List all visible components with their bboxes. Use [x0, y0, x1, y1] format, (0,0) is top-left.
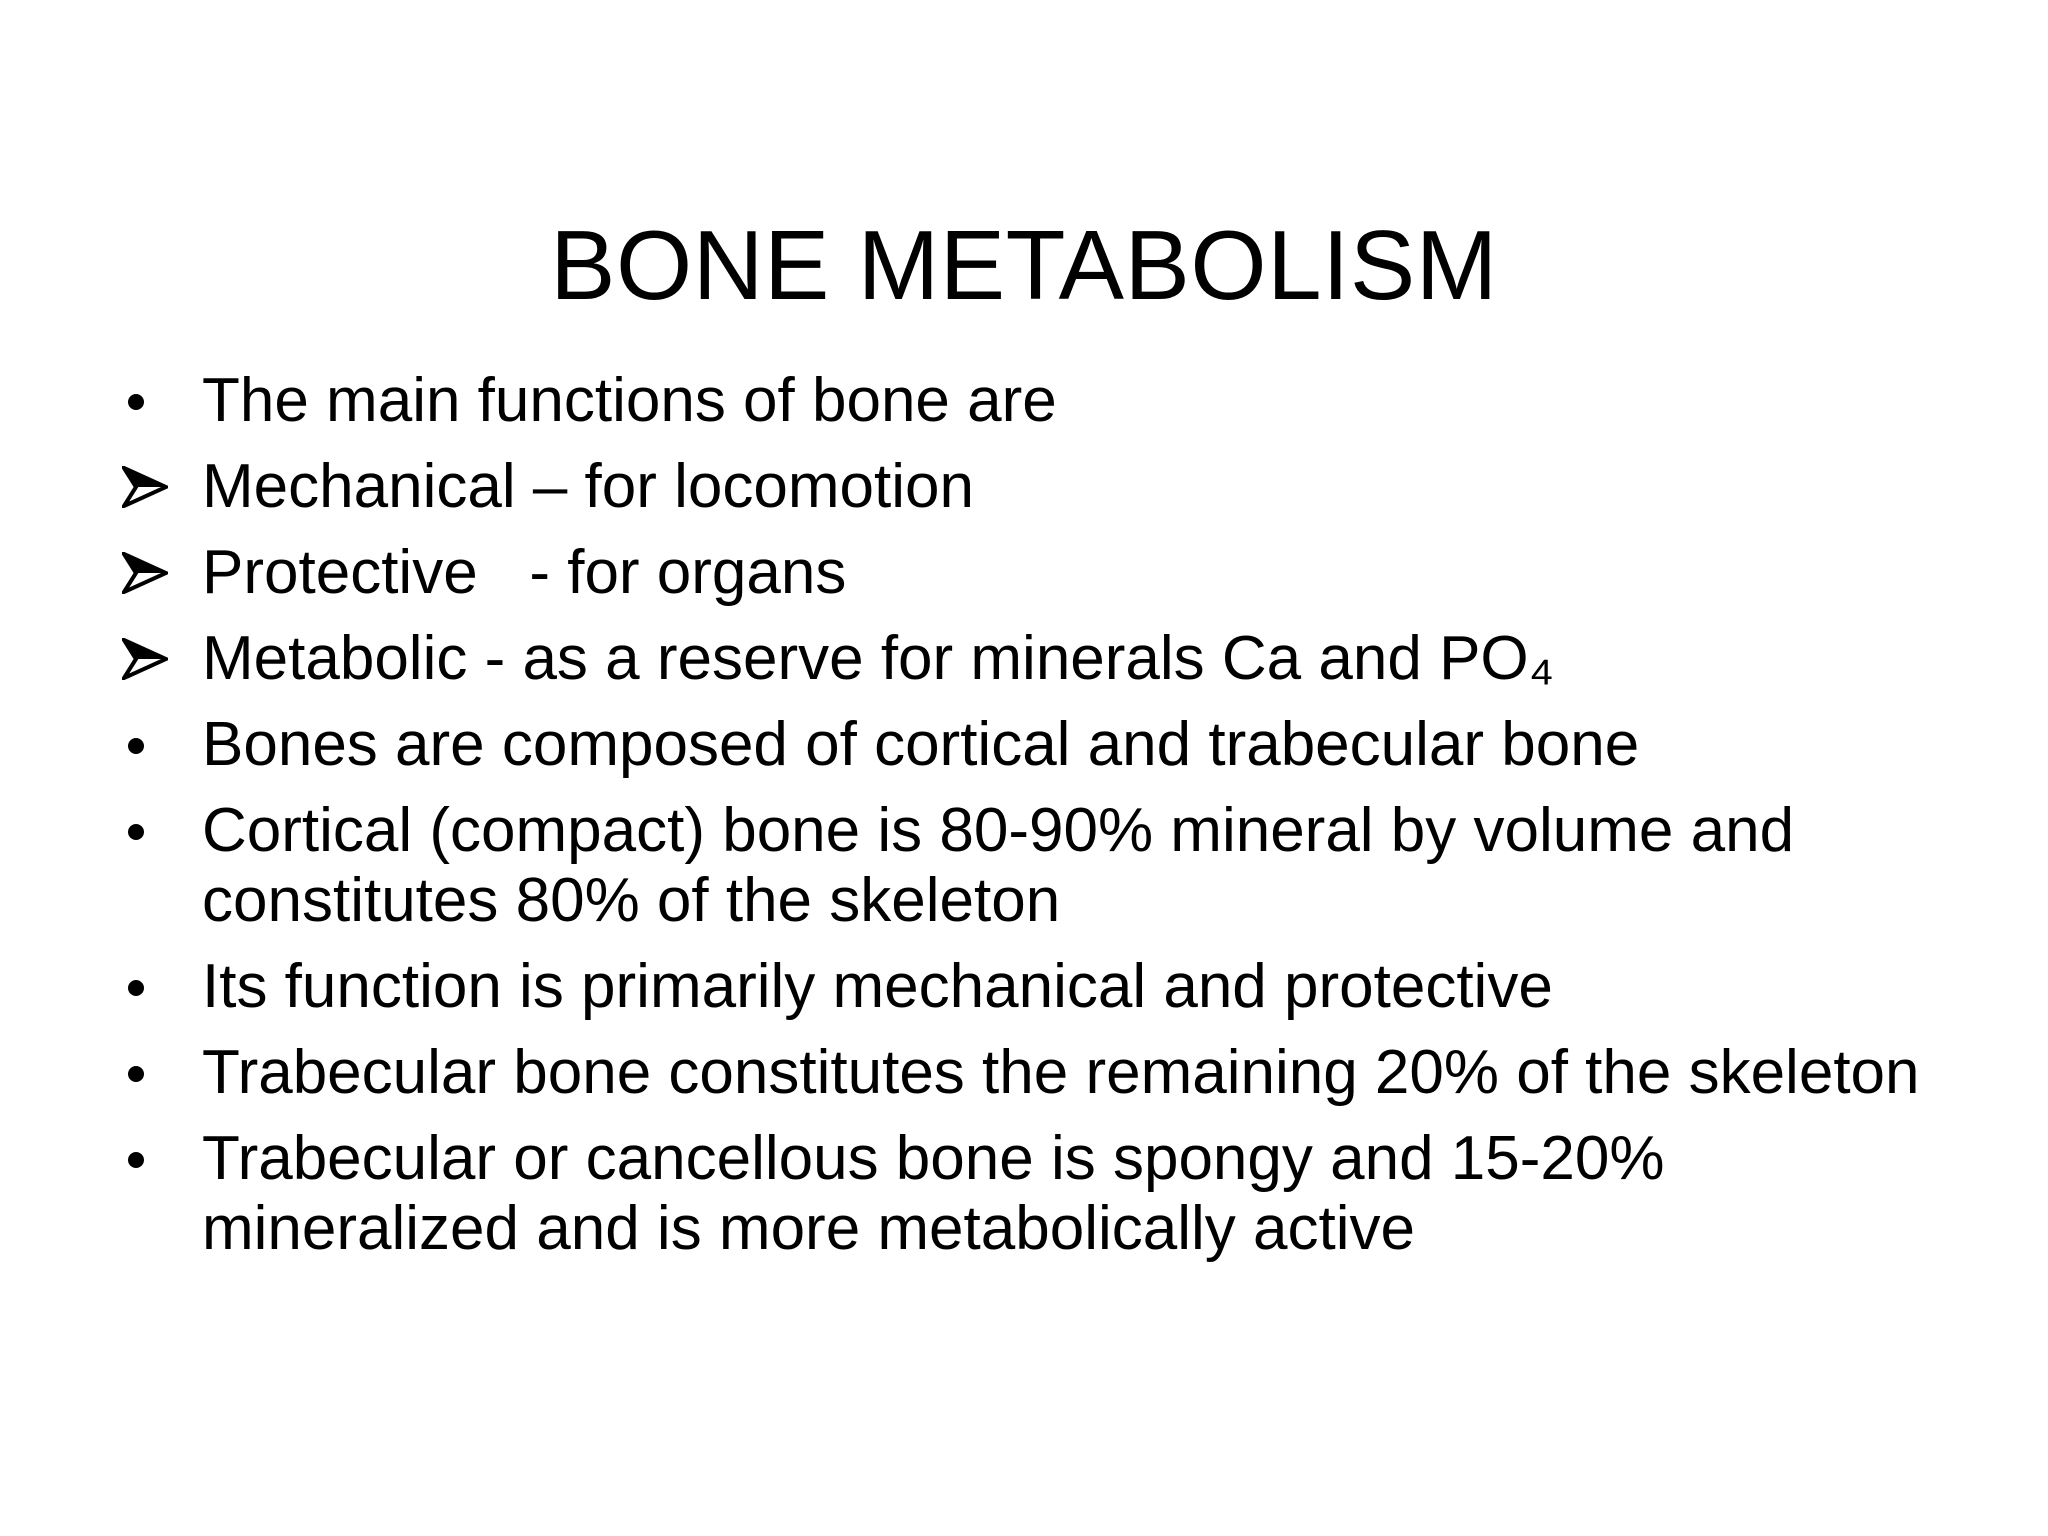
bullet-icon — [118, 1038, 178, 1108]
bullet-icon — [118, 796, 178, 866]
list-item — [118, 452, 1958, 522]
list-item — [118, 710, 1958, 780]
list-item — [118, 538, 1958, 608]
arrow-bullet-icon — [118, 452, 178, 522]
bullet-icon — [118, 952, 178, 1022]
list-item-text: The main functions of bone are — [202, 366, 1057, 435]
list-item-text: Trabecular bone constitutes the remaining 20% of the skeleton — [202, 1038, 1920, 1107]
arrow-bullet-icon — [118, 624, 178, 694]
arrow-bullet-icon — [118, 538, 178, 608]
list-item — [118, 624, 1958, 694]
list-item — [118, 952, 1958, 1022]
list-item-text: Metabolic - as a reserve for minerals Ca and PO₄ — [202, 624, 1554, 693]
list-item — [118, 796, 1958, 936]
bullet-icon — [118, 1124, 178, 1194]
list-item-text: Cortical (compact) bone is 80-90% mineral by volume and constitutes 80% of the skeleton — [202, 796, 1812, 935]
list-item — [118, 1038, 1958, 1108]
list-item-text: Protective - for organs — [202, 538, 847, 607]
list-item-text: Trabecular or cancellous bone is spongy and 15-20% mineralized and is more metabolically active — [202, 1124, 1682, 1263]
list-item-text: Mechanical – for locomotion — [202, 452, 974, 521]
bullet-list — [118, 366, 1958, 1280]
bullet-icon — [118, 366, 178, 436]
list-item-text: Its function is primarily mechanical and protective — [202, 952, 1553, 1021]
list-item — [118, 366, 1958, 436]
bullet-icon — [118, 710, 178, 780]
list-item-text: Bones are composed of cortical and trabecular bone — [202, 710, 1640, 779]
slide-title: BONE METABOLISM — [550, 210, 1498, 320]
list-item — [118, 1124, 1958, 1264]
